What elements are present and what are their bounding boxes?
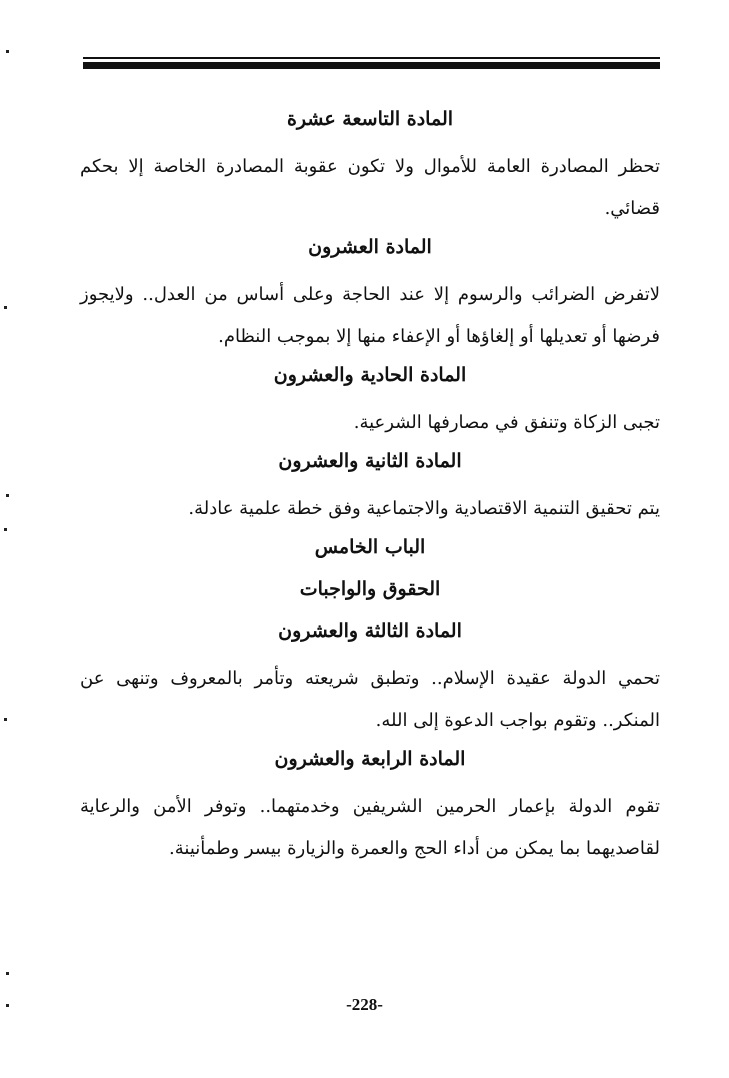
chapter-title: الباب الخامس [314, 536, 426, 558]
article-text: تحمي الدولة عقيدة الإسلام.. وتطبق شريعته وتأمر بالمعروف وتنهى عن المنكر.. وتقوم بواجب الدعوة إلى الله. [80, 668, 660, 731]
chapter-subtitle: الحقوق والواجبات [299, 578, 441, 600]
margin-mark [4, 718, 7, 721]
article-heading: المادة التاسعة عشرة [286, 108, 454, 130]
margin-mark [4, 306, 7, 309]
article-heading: المادة العشرون [308, 236, 432, 258]
page-number: -228- [346, 995, 383, 1014]
article-text: يتم تحقيق التنمية الاقتصادية والاجتماعية وفق خطة علمية عادلة. [188, 498, 660, 519]
margin-mark [6, 972, 9, 975]
header-rule-thin [83, 57, 660, 59]
page-body [80, 104, 660, 872]
article-heading: المادة الثانية والعشرون [278, 450, 462, 472]
margin-mark [6, 494, 9, 497]
article-heading: المادة الرابعة والعشرون [274, 748, 466, 770]
article-text: تحظر المصادرة العامة للأموال ولا تكون عقوبة المصادرة الخاصة إلا بحكم قضائي. [80, 156, 660, 219]
article-heading: المادة الحادية والعشرون [273, 364, 467, 386]
article-text: لاتفرض الضرائب والرسوم إلا عند الحاجة وعلى أساس من العدل.. ولايجوز فرضها أو تعديلها أو إلغاؤها أو الإعفاء منها إلا بموجب النظام. [80, 284, 660, 347]
article-text: تقوم الدولة بإعمار الحرمين الشريفين وخدمتهما.. وتوفر الأمن والرعاية لقاصديهما بما يمكن من أداء الحج والعمرة والزيارة بيسر وطمأنينة. [80, 796, 660, 859]
article-heading: المادة الثالثة والعشرون [278, 620, 462, 642]
margin-mark [6, 50, 9, 53]
margin-mark [4, 528, 7, 531]
header-rule-thick [83, 62, 660, 69]
article-text: تجبى الزكاة وتنفق في مصارفها الشرعية. [353, 412, 660, 433]
